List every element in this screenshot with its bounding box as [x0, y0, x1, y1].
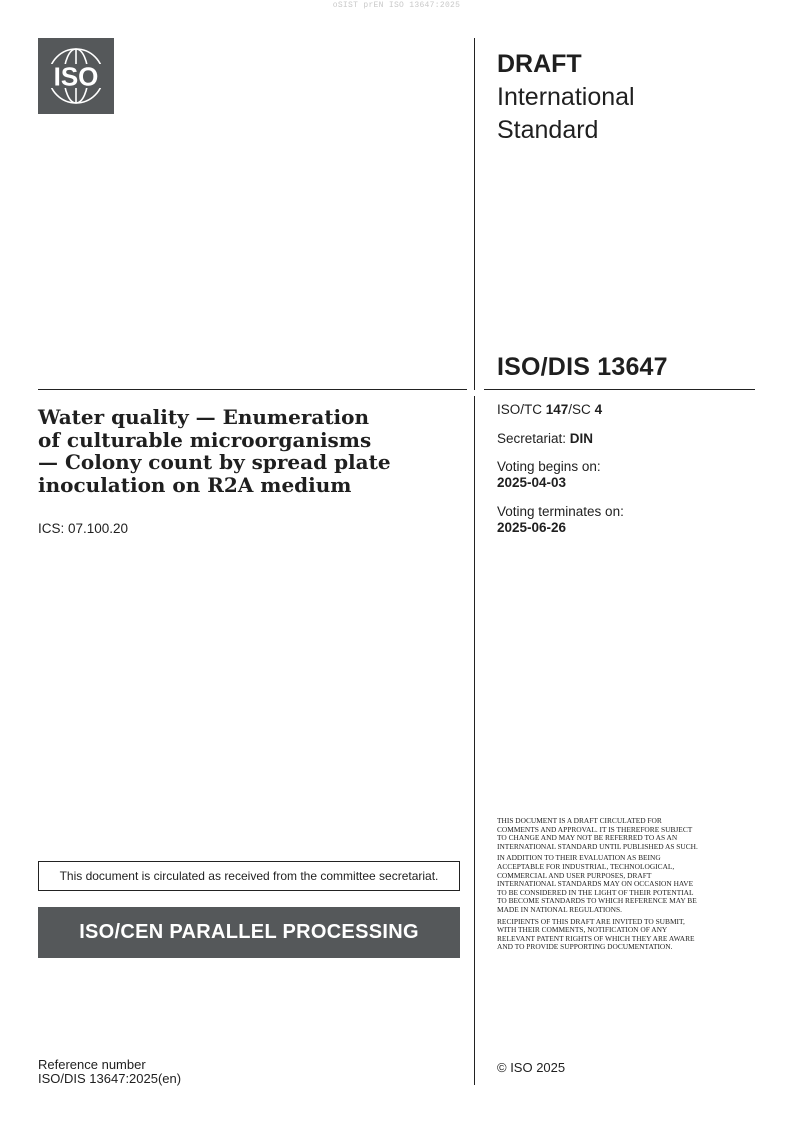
notice-paragraph: IN ADDITION TO THEIR EVALUATION AS BEING ACCEPTABLE FOR INDUSTRIAL, TECHNOLOGICAL, COMMERCIAL AND USER PURPOSES, DRAFT INTERNATIONAL STANDARDS MAY ON OCCASION HAVE TO BE CONSIDERED IN THE LIGHT OF THEIR POTENTIAL TO BECOME STANDARDS TO WHICH REFERENCE MAY BE MADE IN NATIONAL REGULATIONS.: [497, 853, 697, 914]
draft-notice: [497, 817, 702, 955]
circulated-note: This document is circulated as received from the committee secretariat.: [38, 861, 460, 891]
parallel-processing-banner: ISO/CEN PARALLEL PROCESSING: [38, 907, 460, 958]
voting-begins: [497, 459, 601, 491]
document-title-line: — Colony count by spread plate: [38, 450, 391, 474]
committee: [497, 402, 602, 418]
horizontal-divider-right: [484, 389, 755, 390]
watermark: oSIST prEN ISO 13647:2025: [332, 1, 461, 10]
voting-begins-date: [497, 475, 601, 491]
reference-label: Reference number: [38, 1057, 146, 1072]
secretariat-value: DIN: [569, 431, 594, 446]
committee-sep: /SC: [568, 402, 595, 417]
voting-begins-value: 2025-04-03: [497, 475, 567, 490]
voting-terminates-label: Voting terminates on:: [497, 504, 624, 519]
iso-logo-text: ISO: [53, 61, 99, 92]
committee-tc: 147: [545, 402, 569, 417]
reference-value: ISO/DIS 13647:2025(en): [38, 1071, 182, 1086]
draft-heading-line2: International: [497, 83, 635, 111]
document-title-line: of culturable microorganisms: [38, 427, 372, 452]
draft-heading: [497, 48, 757, 147]
voting-terminates-date: [497, 520, 624, 536]
document-title-line: Water quality — Enumeration: [38, 405, 370, 429]
iso-logo: [38, 38, 114, 114]
standard-number: ISO/DIS 13647: [497, 353, 668, 381]
document-title: [38, 406, 448, 496]
committee-prefix: ISO/TC: [497, 402, 546, 417]
secretariat: [497, 431, 593, 447]
iso-globe-logo-icon: [38, 38, 114, 114]
draft-heading-line3: Standard: [497, 116, 599, 144]
draft-heading-line1: DRAFT: [497, 50, 582, 78]
secretariat-label: Secretariat:: [497, 431, 570, 446]
voting-begins-label: Voting begins on:: [497, 459, 601, 474]
voting-terminates: [497, 504, 624, 536]
reference-number: [38, 1058, 181, 1086]
ics-code: ICS: 07.100.20: [38, 521, 129, 536]
notice-paragraph: THIS DOCUMENT IS A DRAFT CIRCULATED FOR COMMENTS AND APPROVAL. IT IS THEREFORE SUBJECT TO CHANGE AND MAY NOT BE REFERRED TO AS AN INTERNATIONAL STANDARD UNTIL PUBLISHED AS SUCH.: [497, 816, 698, 851]
committee-sc: 4: [594, 402, 603, 417]
horizontal-divider-left: [38, 389, 467, 390]
document-title-line: inoculation on R2A medium: [38, 472, 352, 497]
voting-terminates-value: 2025-06-26: [497, 520, 567, 535]
vertical-divider-top: [474, 38, 475, 390]
copyright: © ISO 2025: [497, 1060, 566, 1075]
notice-paragraph: RECIPIENTS OF THIS DRAFT ARE INVITED TO SUBMIT, WITH THEIR COMMENTS, NOTIFICATION OF ANY RELEVANT PATENT RIGHTS OF WHICH THEY ARE AWARE AND TO PROVIDE SUPPORTING DOCUMENTATION.: [497, 916, 695, 952]
vertical-divider-bottom: [474, 396, 475, 1085]
